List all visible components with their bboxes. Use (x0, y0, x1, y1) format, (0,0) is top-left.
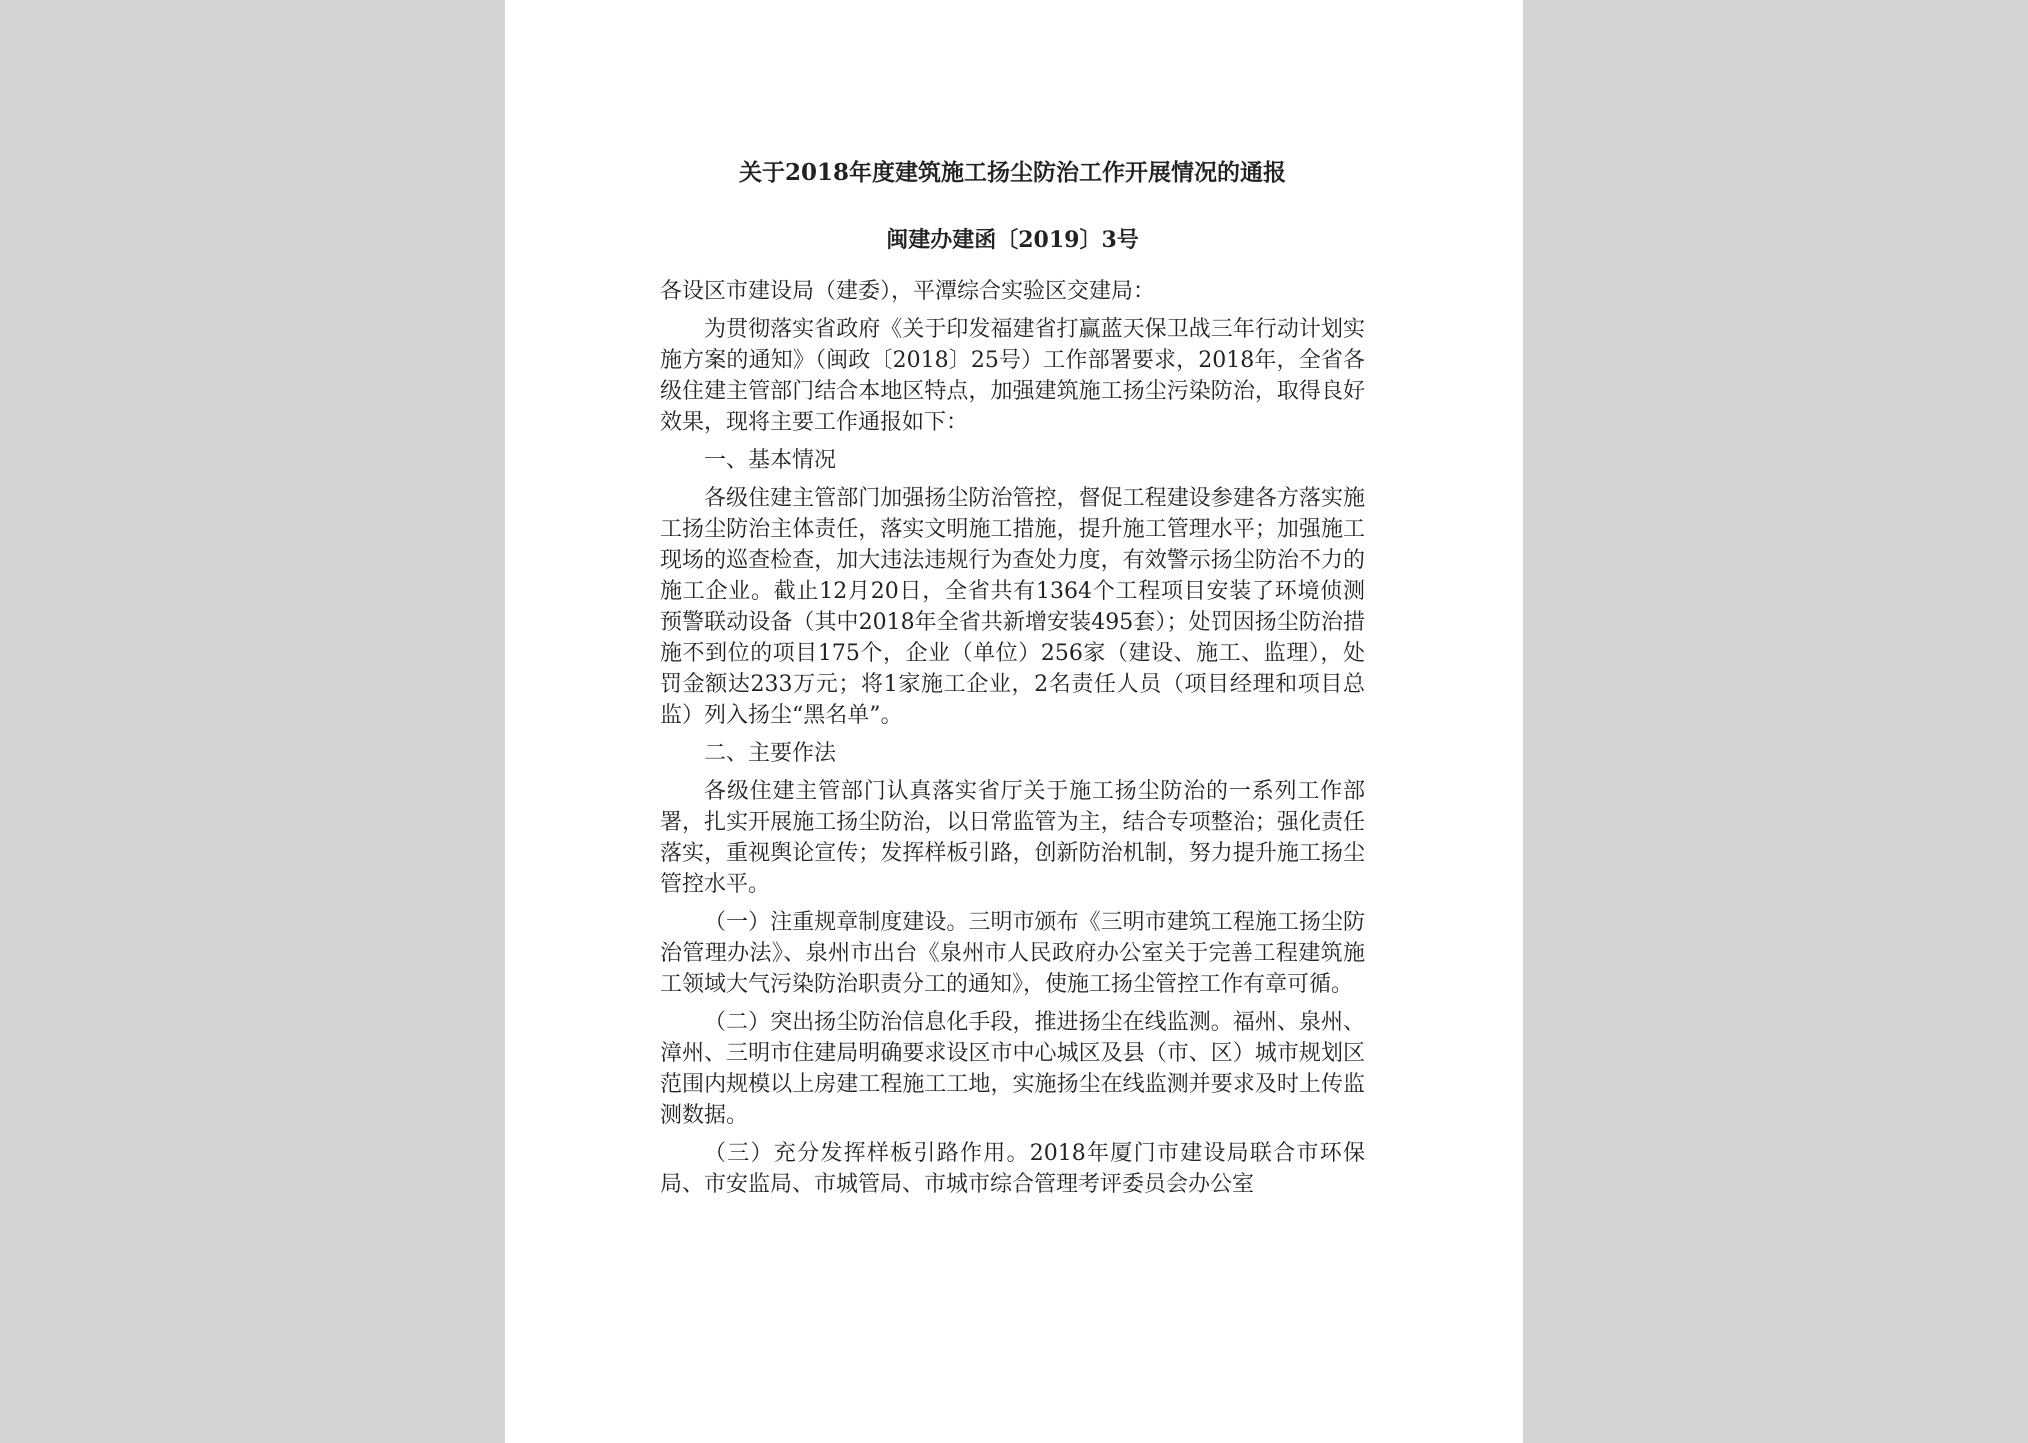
document-title: 关于2018年度建筑施工扬尘防治工作开展情况的通报 (738, 159, 1286, 186)
basic-situation-paragraph: 各级住建主管部门加强扬尘防治管控，督促工程建设参建各方落实施工扬尘防治主体责任，落实文明施工措施，提升施工管理水平；加强施工现场的巡查检查，加大违法违规行为查处力度，有效警示扬尘防治不力的施工企业。截止12月20日，全省共有1364个工程项目安装了环境侦测预警联动设备（其中2018年全省共新增安装495套）；处罚因扬尘防治措施不到位的项目175个，企业（单位）256家（建设、施工、监理），处罚金额达233万元；将1家施工企业，2名责任人员（项目经理和项目总监）列入扬尘“黑名单”。 (660, 486, 1365, 728)
practice-item-3: （三）充分发挥样板引路作用。2018年厦门市建设局联合市环保局、市安监局、市城管局、市城市综合管理考评委员会办公室 (660, 1141, 1365, 1197)
document-number: 闽建办建函〔2019〕3号 (886, 227, 1139, 253)
practice-item-2: （二）突出扬尘防治信息化手段，推进扬尘在线监测。福州、泉州、漳州、三明市住建局明确要求设区市中心城区及县（市、区）城市规划区范围内规模以上房建工程施工工地，实施扬尘在线监测并要求及时上传监测数据。 (660, 1010, 1365, 1128)
section-heading-main-practices: 二、主要作法 (704, 741, 837, 766)
document-page (505, 0, 1523, 1443)
main-practices-paragraph: 各级住建主管部门认真落实省厅关于施工扬尘防治的一系列工作部署，扎实开展施工扬尘防治，以日常监管为主，结合专项整治；强化责任落实，重视舆论宣传；发挥样板引路，创新防治机制，努力提升施工扬尘管控水平。 (660, 779, 1365, 897)
practice-item-1: （一）注重规章制度建设。三明市颁布《三明市建筑工程施工扬尘防治管理办法》、泉州市出台《泉州市人民政府办公室关于完善工程建筑施工领域大气污染防治职责分工的通知》，使施工扬尘管控工作有章可循。 (660, 910, 1365, 997)
salutation: 各设区市建设局（建委），平潭综合实验区交建局： (660, 279, 1156, 304)
document-body (660, 150, 1365, 1200)
intro-paragraph: 为贯彻落实省政府《关于印发福建省打赢蓝天保卫战三年行动计划实施方案的通知》（闽政〔2018〕25号）工作部署要求，2018年，全省各级住建主管部门结合本地区特点，加强建筑施工扬尘污染防治，取得良好效果，现将主要工作通报如下： (660, 317, 1365, 435)
section-heading-basic-situation: 一、基本情况 (704, 448, 837, 473)
